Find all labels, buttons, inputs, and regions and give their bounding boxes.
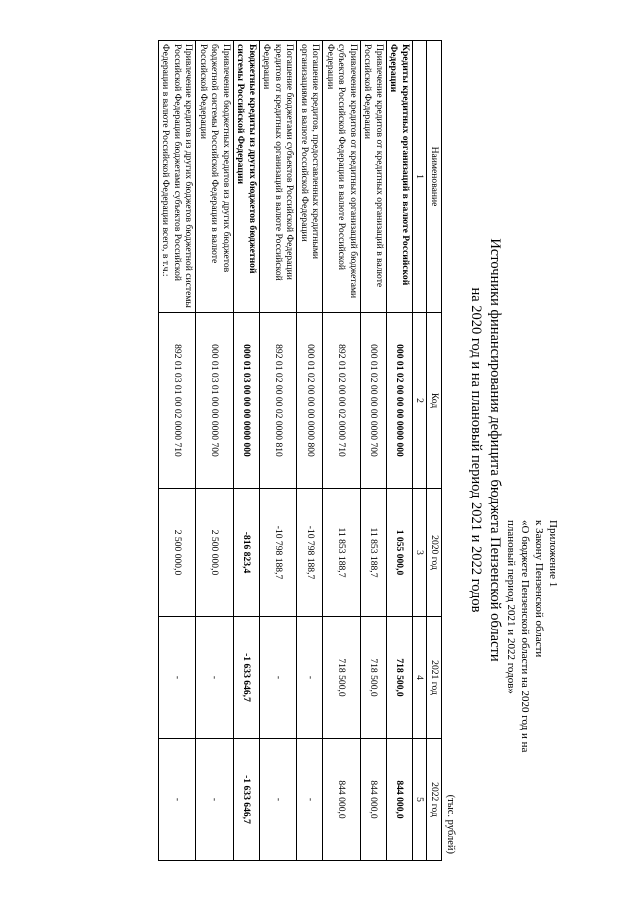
document-title [466, 40, 504, 860]
column-number: 5 [413, 739, 428, 861]
row-2021: 718 500,0 [361, 617, 387, 739]
row-2022: - [297, 739, 323, 861]
appendix-line: плановый период 2021 и 2022 годов» [505, 520, 517, 694]
table-row [297, 41, 323, 861]
row-2022: - [260, 739, 298, 861]
row-2022: -1 633 646,7 [234, 739, 260, 861]
row-name: Привлечение кредитов из других бюджетов бюджетной системы Российской Федерации бюджетами субъектов Российской Федерации в валюте Российской Федерации всего, в т.ч.: [159, 41, 197, 313]
row-name: Бюджетные кредиты из других бюджетов бюджетной системы Российской Федерации [234, 41, 260, 313]
row-code: 000 01 02 00 00 00 0000 700 [361, 313, 387, 489]
table-row [196, 41, 234, 861]
row-2020: 2 500 000,0 [159, 489, 197, 617]
column-number: 1 [413, 41, 428, 313]
row-code: 000 01 02 00 00 00 0000 000 [387, 313, 413, 489]
row-2020: -816 823,4 [234, 489, 260, 617]
row-code: 892 01 03 01 00 02 0000 710 [159, 313, 197, 489]
row-2020: -10 798 188,7 [297, 489, 323, 617]
table-row [323, 41, 361, 861]
row-name: Привлечение бюджетных кредитов из других бюджетов бюджетной системы Российской Федерации в валюте Российской Федерации [196, 41, 234, 313]
row-2020: 11 853 188,7 [323, 489, 361, 617]
title-line: на 2020 год и на плановый период 2021 и 2022 годов [468, 287, 484, 613]
row-2021: 718 500,0 [323, 617, 361, 739]
row-code: 892 01 02 00 00 02 0000 710 [323, 313, 361, 489]
row-2021: - [297, 617, 323, 739]
row-2021: - [159, 617, 197, 739]
appendix-line: «О бюджете Пензенской области на 2020 год и на [519, 520, 531, 753]
row-2022: 844 000,0 [387, 739, 413, 861]
row-2020: 11 853 188,7 [361, 489, 387, 617]
appendix-line: Приложение 1 [547, 520, 559, 588]
header-name: Наименование [427, 41, 442, 313]
table-header-row [427, 41, 442, 861]
row-name: Погашение бюджетами субъектов Российской Федерации кредитов от кредитных организаций в валюте Российской Федерации [260, 41, 298, 313]
header-2021: 2021 год [427, 617, 442, 739]
unit-label: (тыс. рублей) [445, 794, 456, 854]
appendix-note [504, 520, 560, 820]
row-2022: - [196, 739, 234, 861]
row-2020: -10 798 188,7 [260, 489, 298, 617]
row-name: Погашение кредитов, предоставленных кредитными организациями в валюте Российской Федерации [297, 41, 323, 313]
column-number: 2 [413, 313, 428, 489]
row-2021: - [196, 617, 234, 739]
row-2022: - [159, 739, 197, 861]
table-row [361, 41, 387, 861]
row-name: Привлечение кредитов от кредитных организаций в валюте Российской Федерации [361, 41, 387, 313]
column-number: 3 [413, 489, 428, 617]
row-2022: 844 000,0 [323, 739, 361, 861]
row-name: Привлечение кредитов от кредитных организаций бюджетами субъектов Российской Федерации в валюте Российской Федерации [323, 41, 361, 313]
appendix-line: к Закону Пензенской области [533, 520, 545, 658]
financing-sources-table [158, 40, 442, 861]
table-row [387, 41, 413, 861]
row-name: Кредиты кредитных организаций в валюте Российской Федерации [387, 41, 413, 313]
column-number-row [413, 41, 428, 861]
row-code: 000 01 03 00 00 00 0000 000 [234, 313, 260, 489]
column-number: 4 [413, 617, 428, 739]
row-code: 000 01 02 00 00 00 0000 800 [297, 313, 323, 489]
header-2022: 2022 год [427, 739, 442, 861]
row-2021: -1 633 646,7 [234, 617, 260, 739]
header-2020: 2020 год [427, 489, 442, 617]
rotated-content [46, 40, 566, 860]
row-2020: 1 055 000,0 [387, 489, 413, 617]
title-line: Источники финансирования дефицита бюджета Пензенской области [487, 238, 503, 662]
table-row [234, 41, 260, 861]
row-code: 892 01 02 00 00 02 0000 810 [260, 313, 298, 489]
row-2021: - [260, 617, 298, 739]
header-code: Код [427, 313, 442, 489]
row-code: 000 01 03 01 00 00 0000 700 [196, 313, 234, 489]
row-2021: 718 500,0 [387, 617, 413, 739]
row-2022: 844 000,0 [361, 739, 387, 861]
row-2020: 2 500 000,0 [196, 489, 234, 617]
table-row [260, 41, 298, 861]
table-row [159, 41, 197, 861]
